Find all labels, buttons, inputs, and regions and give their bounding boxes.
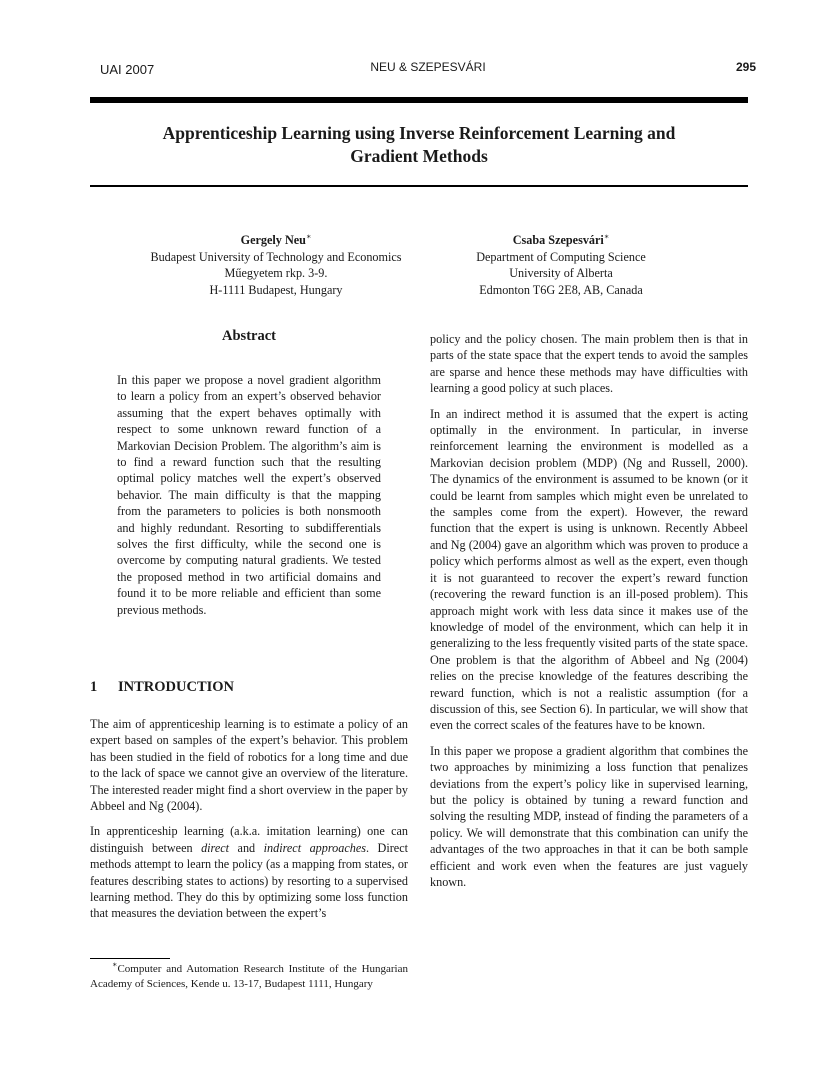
affiliation-line: Budapest University of Technology and Economics xyxy=(150,249,402,264)
footnote-mark: ∗ xyxy=(305,232,312,241)
title-top-rule xyxy=(90,97,748,103)
section-title: INTRODUCTION xyxy=(118,679,235,695)
right-paragraph-3: In this paper we propose a gradient algorithm that combines the two approaches by minimizing a loss function that penalizes deviations from the expert’s policy like in supervised learning, but the policy is obtained by tuning a reward function and solving the resulting MDP, instead of finding the parameters of a policy. We will demonstrate that this combination can unify the advantages of the two approaches in that it can be both sample efficient and work even when the features are just vaguely known. xyxy=(430,743,748,889)
text-run: . Direct methods attempt to learn the policy (as a mapping from states, or features describing states to actions) by resorting to a supervised learning method. They do this by optimizing some loss function that measures the deviation between the expert’s xyxy=(90,840,408,921)
section-heading xyxy=(90,679,234,696)
author-block-1 xyxy=(100,232,452,298)
paper-title xyxy=(90,122,748,168)
footnote-mark: ∗ xyxy=(603,232,610,241)
title-bottom-rule xyxy=(90,185,748,187)
affiliation-line: Department of Computing Science xyxy=(476,249,646,264)
text-run: and xyxy=(229,840,264,855)
affiliation-line: University of Alberta xyxy=(509,266,613,280)
affiliation-line: H-1111 Budapest, Hungary xyxy=(209,282,343,297)
author-name: Csaba Szepesvári xyxy=(512,233,604,247)
running-head xyxy=(100,62,756,82)
conference-label: UAI 2007 xyxy=(100,62,155,77)
intro-paragraph-2 xyxy=(90,823,408,921)
right-column xyxy=(430,331,748,890)
title-line-1: Apprenticeship Learning using Inverse Reinforcement Learning and xyxy=(162,123,676,143)
author-name: Gergely Neu xyxy=(240,233,306,247)
emphasis-indirect: indirect approaches xyxy=(263,840,366,855)
footnote-mark: ∗ xyxy=(112,960,118,969)
title-line-2: Gradient Methods xyxy=(350,146,488,166)
footnote-rule xyxy=(90,958,170,959)
abstract-text: In this paper we propose a novel gradient algorithm to learn a policy from an expert’s observed behavior assuming that the expert behaves optimally with respect to some unknown reward function of a Markovian Decision Problem. The algorithm’s aim is to find a reward function such that the resulting optimal policy matches well the expert’s observed behavior. The main difficulty is that the mapping from the parameters to policies is both nonsmooth and highly redundant. Resorting to subdifferentials solves the first difficulty, while the second one is overcome by computing natural gradients. We tested the proposed method in two artificial domains and found it to be more reliable and efficient than some previous methods. xyxy=(117,373,381,617)
page-number: 295 xyxy=(735,60,756,74)
author-short-names: NEU & SZEPESVÁRI xyxy=(370,60,486,74)
text-run: In apprenticeship learning (a.k.a. imitation learning) one can distinguish between xyxy=(90,824,408,855)
footnote-text: Computer and Automation Research Institute of the Hungarian Academy of Sciences, Kende u. 13-17, Budapest 1111, Hungary xyxy=(90,963,408,990)
footnote xyxy=(90,962,408,992)
intro-column xyxy=(90,716,408,922)
right-paragraph-2: In an indirect method it is assumed that the expert is acting optimally in the environment. In particular, in inverse reinforcement learning the environment is modelled as a Markovian decision problem (MDP) (Ng and Russell, 2000). The dynamics of the environment is assumed to be known (or it could be learnt from samples which might even be unrelated to the samples come from the expert). However, the reward function that the expert is using is unknown. Recently Abbeel and Ng (2004) gave an algorithm which was proven to produce a policy which performs almost as well as the expert, even though it is not guaranteed to recover the expert’s reward function (recovering the reward function is an ill-posed problem). This approach might work with less data since it makes use of the knowledge of model of the environment, which can help it in generalizing to the less frequently visited parts of the state space. One problem is that the algorithm of Abbeel and Ng (2004) relies on the precise knowledge of the features describing the reward function, which is not a realistic assumption (for a discussion of this, see Section 6). In particular, we will show that even the correct scales of the features have to be known. xyxy=(430,406,748,733)
affiliation-line: Műegyetem rkp. 3-9. xyxy=(224,266,328,280)
author-block-2 xyxy=(440,232,682,298)
abstract-heading: Abstract xyxy=(222,328,276,344)
affiliation-line: Edmonton T6G 2E8, AB, Canada xyxy=(479,282,643,297)
right-paragraph-1: policy and the policy chosen. The main problem then is that in parts of the state space that the expert tends to avoid the samples are sparse and hence these methods may have difficulties with learning a good policy at such places. xyxy=(430,332,748,396)
intro-paragraph-1: The aim of apprenticeship learning is to estimate a policy of an expert based on samples of the expert’s behavior. This problem has been studied in the field of robotics for a long time and due to the lack of space we cannot give an overview of the literature. The interested reader might find a short overview in the paper by Abbeel and Ng (2004). xyxy=(90,717,408,814)
section-number: 1 xyxy=(90,679,98,695)
emphasis-direct: direct xyxy=(201,840,230,855)
